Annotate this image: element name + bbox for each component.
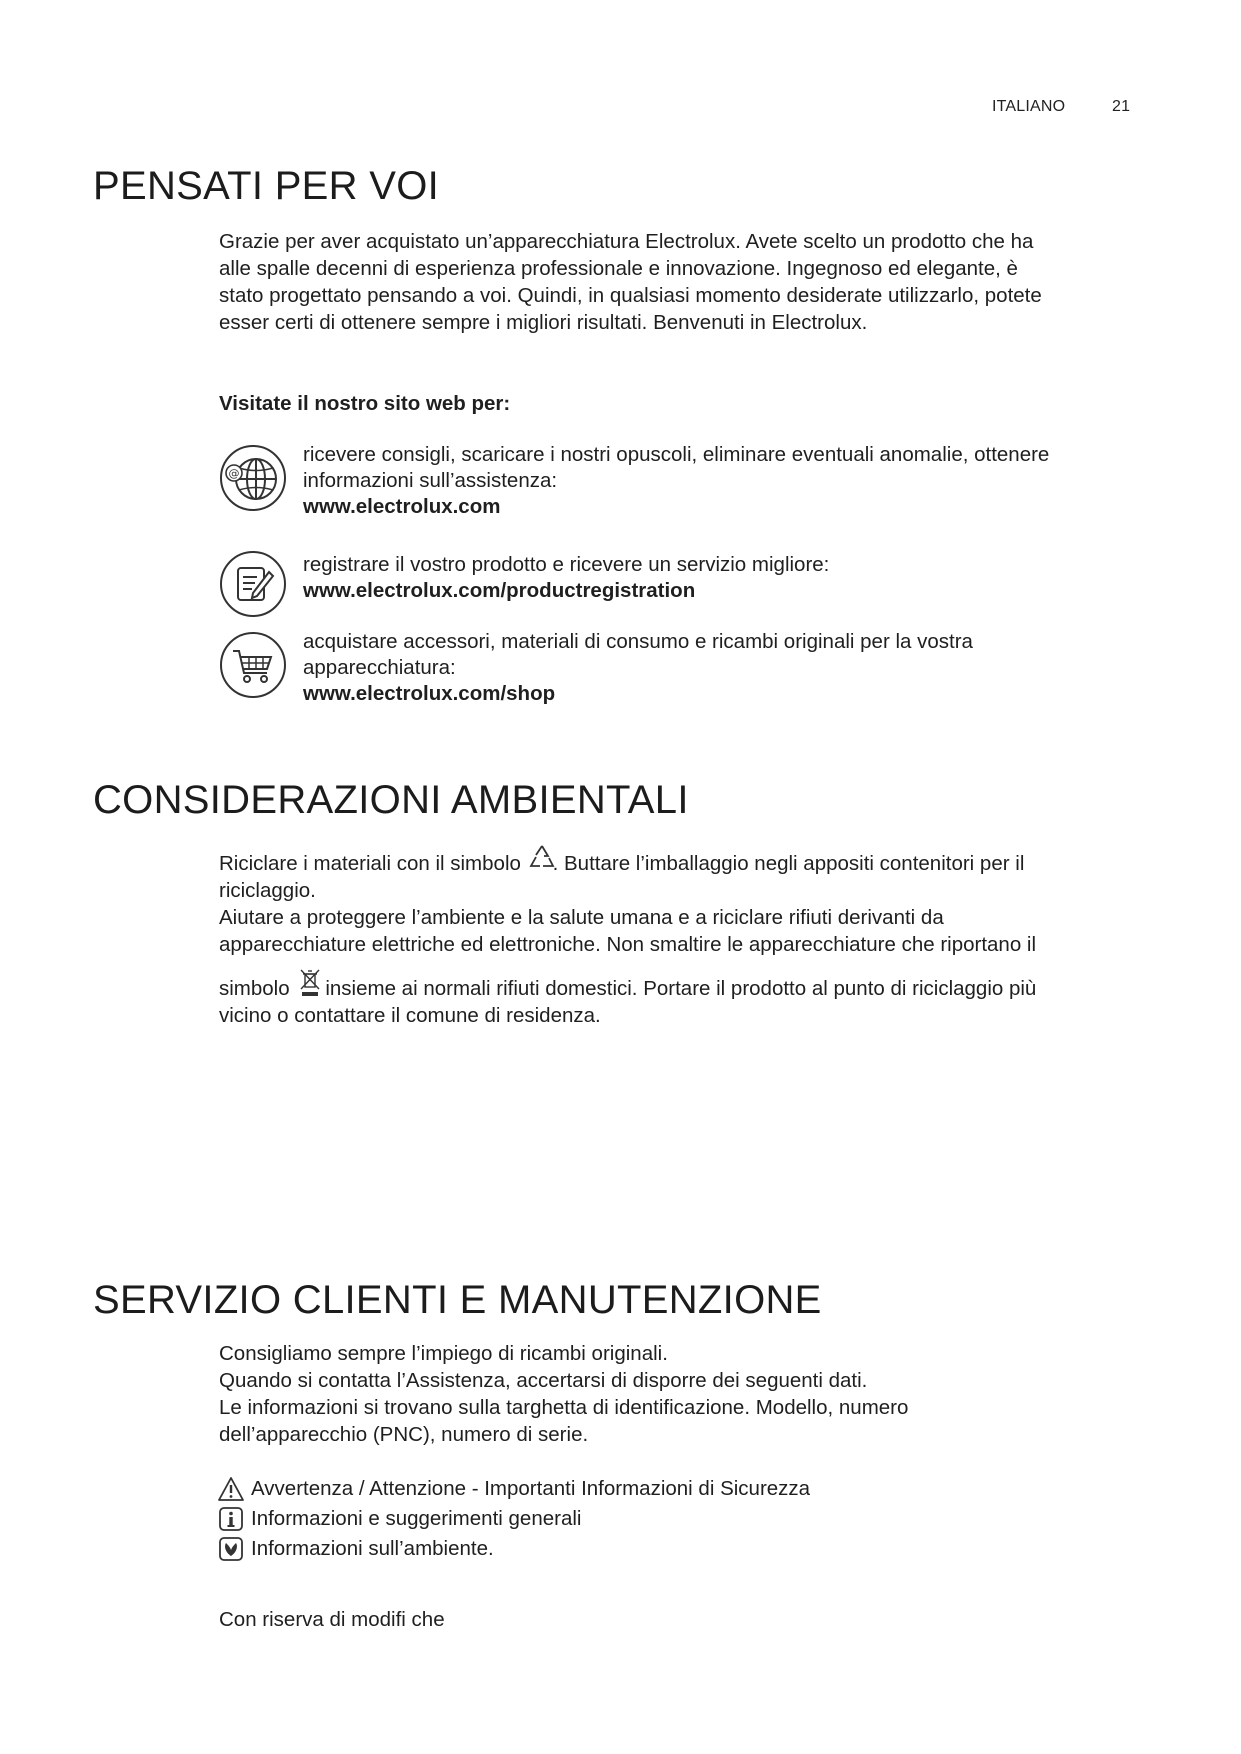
- section-title-servizio: SERVIZIO CLIENTI E MANUTENZIONE: [93, 1278, 822, 1322]
- website-item-text: [303, 442, 1049, 520]
- legend-label: Informazioni sull’ambiente.: [251, 1537, 494, 1560]
- warning-triangle-icon: [217, 1476, 245, 1502]
- symbol-legend: [217, 1474, 810, 1564]
- intro-line: stato progettato pensando a voi. Quindi, in qualsiasi momento desiderate utilizzarlo, potete: [219, 284, 1042, 307]
- intro-line: alle spalle decenni di esperienza professionale e innovazione. Ingegnoso ed elegante, è: [219, 257, 1018, 280]
- svg-text:@: @: [228, 467, 240, 480]
- legend-row-environment: [217, 1534, 810, 1564]
- legend-row-info: [217, 1504, 810, 1534]
- item-line: ricevere consigli, scaricare i nostri opuscoli, eliminare eventuali anomalie, ottenere: [303, 443, 1050, 466]
- env-text: simbolo: [219, 977, 290, 1000]
- env-text: Riciclare i materiali con il simbolo: [219, 852, 521, 875]
- shopping-cart-icon: [219, 631, 287, 699]
- environment-paragraph: [219, 844, 1036, 1029]
- service-paragraph: [219, 1340, 908, 1448]
- globe-at-icon: [219, 444, 287, 512]
- env-text: . Buttare l’imballaggio negli appositi contenitori per il: [552, 852, 1025, 875]
- item-line: informazioni sull’assistenza:: [303, 469, 558, 492]
- section-title-pensati: PENSATI PER VOI: [93, 164, 440, 208]
- section-title-ambientali: CONSIDERAZIONI AMBIENTALI: [93, 778, 689, 822]
- item-line: apparecchiatura:: [303, 656, 456, 679]
- website-item-registration: [219, 548, 1119, 618]
- env-line: vicino o contattare il comune di residenza.: [219, 1004, 601, 1027]
- website-item-text: [303, 552, 829, 604]
- env-text: insieme ai normali rifiuti domestici. Portare il prodotto al punto di riciclaggio più: [325, 977, 1037, 1000]
- header-language: ITALIANO: [992, 98, 1066, 115]
- service-line: dell’apparecchio (PNC), numero di serie.: [219, 1423, 589, 1446]
- env-line: [219, 844, 1036, 877]
- shop-link[interactable]: www.electrolux.com/shop: [303, 682, 556, 705]
- item-line: registrare il vostro prodotto e ricevere un servizio migliore:: [303, 553, 830, 576]
- product-registration-link[interactable]: www.electrolux.com/productregistration: [303, 579, 696, 602]
- visit-heading: Visitate il nostro sito web per:: [219, 392, 511, 415]
- page-number: 21: [1112, 98, 1131, 115]
- website-link[interactable]: www.electrolux.com: [303, 495, 501, 518]
- website-item-text: [303, 629, 973, 707]
- legend-row-warning: [217, 1474, 810, 1504]
- env-line: apparecchiature elettriche ed elettroniche. Non smaltire le apparecchiature che riportano il: [219, 933, 1037, 956]
- website-item-shop: [219, 629, 1119, 707]
- intro-paragraph: [219, 228, 1042, 336]
- crossed-bin-icon: [299, 968, 321, 998]
- env-line: [219, 968, 1036, 1002]
- registration-form-icon: [219, 550, 287, 618]
- footer-note: Con riserva di modifi che: [219, 1608, 445, 1631]
- env-line: riciclaggio.: [219, 879, 316, 902]
- service-line: Consigliamo sempre l’impiego di ricambi originali.: [219, 1342, 668, 1365]
- intro-line: esser certi di ottenere sempre i migliori risultati. Benvenuti in Electrolux.: [219, 311, 868, 334]
- recycle-icon: [529, 844, 555, 872]
- intro-line: Grazie per aver acquistato un’apparecchiatura Electrolux. Avete scelto un prodotto che ha: [219, 230, 1034, 253]
- environment-icon: [217, 1536, 245, 1562]
- info-icon: [217, 1506, 245, 1532]
- service-line: Le informazioni si trovano sulla targhetta di identificazione. Modello, numero: [219, 1396, 909, 1419]
- env-line: Aiutare a proteggere l’ambiente e la salute umana e a riciclare rifiuti derivanti da: [219, 906, 944, 929]
- legend-label: Avvertenza / Attenzione - Importanti Informazioni di Sicurezza: [251, 1477, 811, 1500]
- item-line: acquistare accessori, materiali di consumo e ricambi originali per la vostra: [303, 630, 973, 653]
- website-item-support: [219, 442, 1119, 520]
- legend-label: Informazioni e suggerimenti generali: [251, 1507, 582, 1530]
- service-line: Quando si contatta l’Assistenza, accertarsi di disporre dei seguenti dati.: [219, 1369, 868, 1392]
